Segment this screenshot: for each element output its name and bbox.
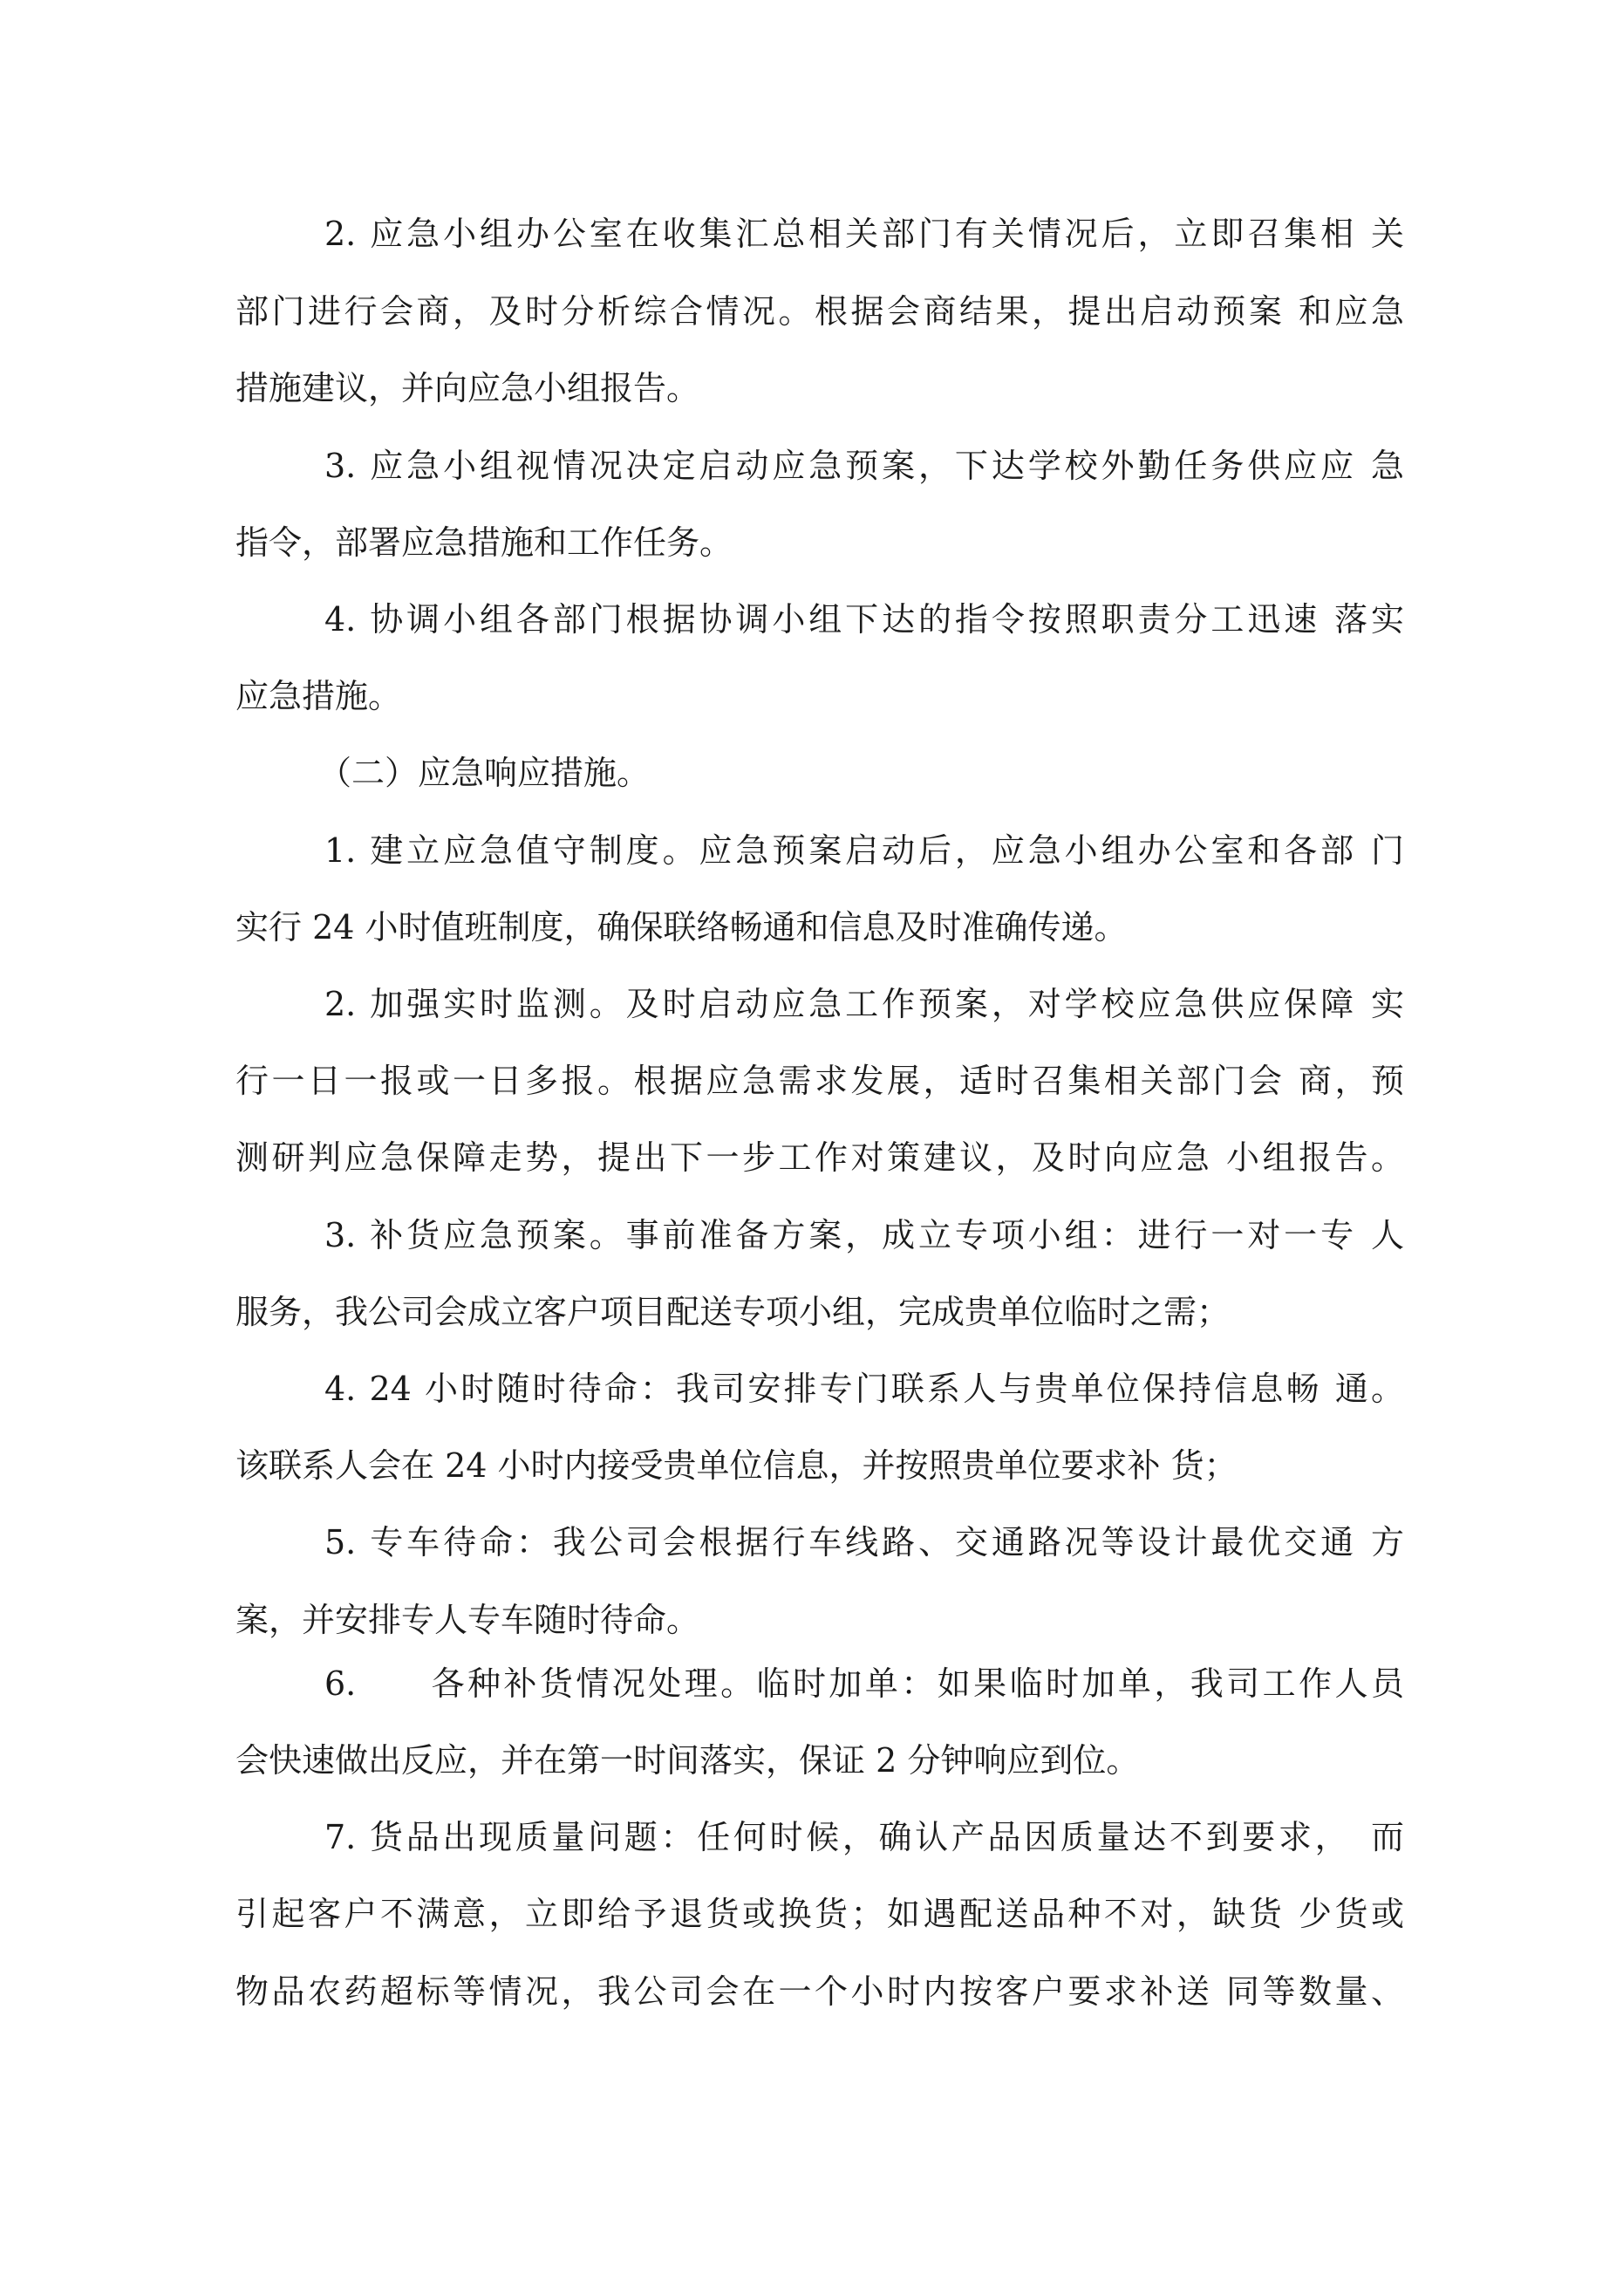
paragraph-line: 应急措施。 — [235, 677, 402, 715]
paragraph-line: 引起客户不满意，立即给予退货或换货；如遇配送品种不对，缺货 少货或 — [235, 1895, 1404, 1933]
paragraph-line: 行一日一报或一日多报。根据应急需求发展，适时召集相关部门会 商，预 — [235, 1062, 1404, 1100]
paragraph-line: 测研判应急保障走势，提出下一步工作对策建议，及时向应急 小组报告。 — [235, 1138, 1404, 1177]
paragraph-line: 3. 应急小组视情况决定启动应急预案，下达学校外勤任务供应应 急 — [324, 447, 1404, 485]
paragraph-line: 部门进行会商，及时分析综合情况。根据会商结果，提出启动预案 和应急 — [235, 292, 1404, 331]
paragraph-line: 1. 建立应急值守制度。应急预案启动后，应急小组办公室和各部 门 — [324, 831, 1404, 870]
paragraph-line: 该联系人会在 24 小时内接受贵单位信息，并按照贵单位要求补 货； — [235, 1446, 1238, 1485]
paragraph-line: 案，并安排专人专车随时待命。 — [235, 1601, 700, 1639]
paragraph-line: 4. 协调小组各部门根据协调小组下达的指令按照职责分工迅速 落实 — [324, 600, 1404, 639]
paragraph-line: 5. 专车待命：我公司会根据行车线路、交通路况等设计最优交通 方 — [324, 1523, 1404, 1561]
paragraph-line: 3. 补货应急预案。事前准备方案，成立专项小组：进行一对一专 人 — [324, 1216, 1404, 1254]
paragraph-line: 7. 货品出现质量问题：任何时候，确认产品因质量达不到要求， 而 — [324, 1818, 1404, 1856]
paragraph-line: 4. 24 小时随时待命：我司安排专门联系人与贵单位保持信息畅 通。 — [324, 1370, 1404, 1408]
paragraph-line: 措施建议，并向应急小组报告。 — [235, 369, 700, 407]
paragraph-line: 2. 应急小组办公室在收集汇总相关部门有关情况后，立即召集相 关 — [324, 215, 1404, 253]
paragraph-line: 实行 24 小时值班制度，确保联络畅通和信息及时准确传递。 — [235, 908, 1128, 946]
paragraph-line: 物品农药超标等情况，我公司会在一个小时内按客户要求补送 同等数量、 — [235, 1972, 1404, 2011]
paragraph-line: 6. 各种补货情况处理。临时加单：如果临时加单，我司工作人员 — [324, 1664, 1404, 1703]
paragraph-line: 指令，部署应急措施和工作任务。 — [235, 523, 733, 562]
paragraph-line: 会快速做出反应，并在第一时间落实，保证 2 分钟响应到位。 — [235, 1741, 1140, 1780]
section-heading: （二）应急响应措施。 — [318, 754, 651, 792]
paragraph-line: 服务，我公司会成立客户项目配送专项小组，完成贵单位临时之需； — [235, 1293, 1231, 1331]
paragraph-line: 2. 加强实时监测。及时启动应急工作预案，对学校应急供应保障 实 — [324, 985, 1404, 1023]
